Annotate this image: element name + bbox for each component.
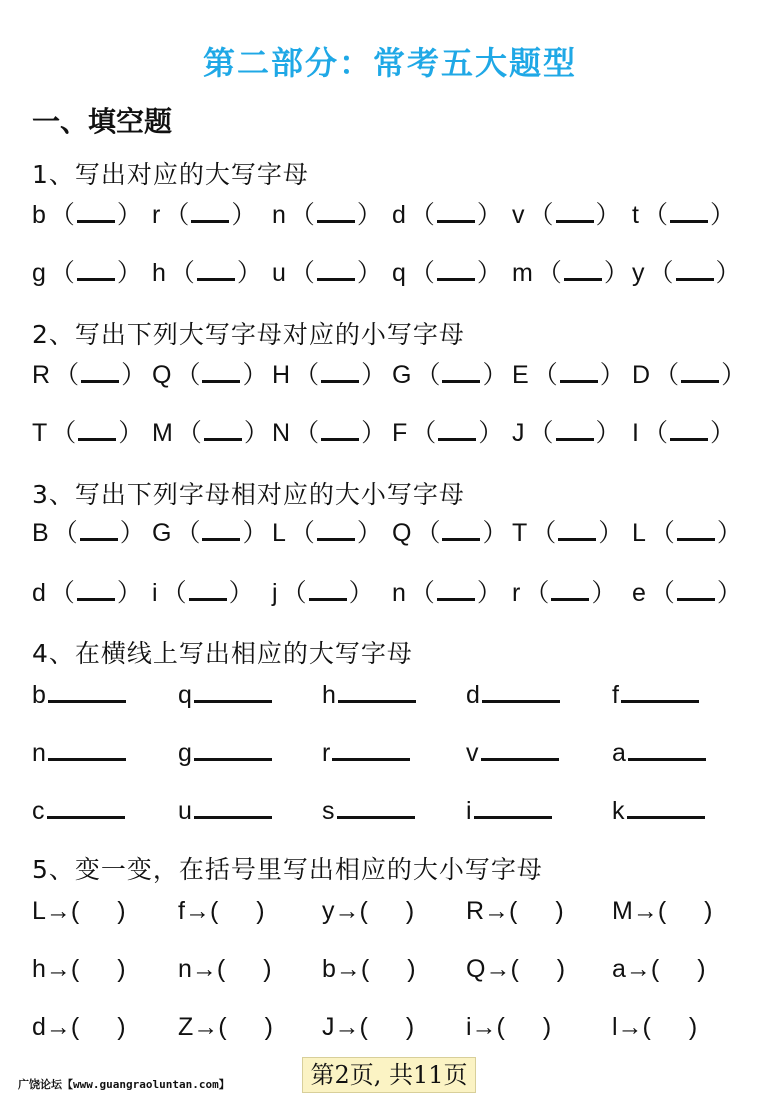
section-heading: 一、填空题 <box>32 105 173 138</box>
q4-item <box>178 738 272 768</box>
q5-item <box>612 954 706 984</box>
answer-blank[interactable] <box>317 200 355 223</box>
close-paren: ） <box>709 419 735 447</box>
close-paren: ） <box>242 519 268 547</box>
letter: n <box>392 579 406 607</box>
question-1-prompt: 1、写出对应的大写字母 <box>32 160 309 189</box>
letter: D <box>632 361 651 389</box>
open-paren: （ <box>49 201 75 229</box>
close-paren: ） <box>116 201 142 229</box>
letter: B <box>32 519 49 547</box>
page-title: 第二部分：常考五大题型 <box>202 44 577 82</box>
site-footer: 广饶论坛【www.guangraoluntan.com】 <box>18 1078 230 1091</box>
q5-item <box>322 896 414 926</box>
close-paren: ） <box>598 519 624 547</box>
arrow-prompt: h→( <box>32 955 80 983</box>
letter: M <box>152 419 173 447</box>
close-paren: ） <box>591 579 617 607</box>
open-paren: （ <box>294 361 320 389</box>
q2-item <box>632 360 746 390</box>
q4-item <box>466 796 552 826</box>
q1-item <box>392 200 502 230</box>
close-paren: ） <box>482 519 508 547</box>
close-paren: ) <box>405 897 415 925</box>
q3-item <box>632 578 742 608</box>
open-paren: （ <box>411 419 437 447</box>
answer-line[interactable] <box>628 738 706 761</box>
open-paren: （ <box>176 419 202 447</box>
question-5-prompt: 5、变一变，在括号里写出相应的大小写字母 <box>32 855 543 884</box>
answer-line[interactable] <box>482 680 560 703</box>
open-paren: （ <box>524 579 550 607</box>
q5-item <box>466 1012 551 1042</box>
q3-item <box>32 578 142 608</box>
letter: s <box>322 797 335 825</box>
q1-item <box>632 200 735 230</box>
letter: g <box>178 739 192 767</box>
close-paren: ） <box>356 259 382 287</box>
close-paren: ） <box>116 579 142 607</box>
letter: i <box>152 579 158 607</box>
answer-blank[interactable] <box>317 258 355 281</box>
close-paren: ) <box>117 1013 126 1041</box>
close-paren: ） <box>715 259 741 287</box>
close-paren: ) <box>555 897 564 925</box>
open-paren: （ <box>528 201 554 229</box>
q3-item <box>272 578 374 608</box>
open-paren: （ <box>642 419 668 447</box>
arrow-prompt: d→( <box>32 1013 80 1041</box>
q4-item <box>322 738 410 768</box>
q2-item <box>392 360 507 390</box>
arrow-prompt: M→( <box>612 897 667 925</box>
letter: h <box>152 259 166 287</box>
q5-item <box>466 896 564 926</box>
q3-item <box>632 518 742 548</box>
q1-item <box>272 200 382 230</box>
q2-item <box>152 360 267 390</box>
q4-item <box>466 680 560 710</box>
close-paren: ) <box>256 897 265 925</box>
q2-item <box>512 360 625 390</box>
letter: b <box>32 201 46 229</box>
q2-item <box>272 360 386 390</box>
q2-item <box>272 418 386 448</box>
answer-blank[interactable] <box>317 518 355 541</box>
q4-item <box>32 738 126 768</box>
close-paren: ） <box>595 201 621 229</box>
open-paren: （ <box>409 579 435 607</box>
close-paren: ） <box>243 419 269 447</box>
close-paren: ) <box>263 955 272 983</box>
close-paren: ） <box>599 361 625 389</box>
close-paren: ） <box>348 579 374 607</box>
q1-item <box>632 258 741 288</box>
q5-item <box>466 954 565 984</box>
letter: H <box>272 361 291 389</box>
close-paren: ） <box>476 259 502 287</box>
open-paren: （ <box>281 579 307 607</box>
open-paren: （ <box>161 579 187 607</box>
letter: q <box>178 681 192 709</box>
answer-blank[interactable] <box>189 578 227 601</box>
answer-blank[interactable] <box>681 360 719 383</box>
close-paren: ) <box>407 955 416 983</box>
close-paren: ） <box>118 419 144 447</box>
answer-line[interactable] <box>621 680 699 703</box>
answer-line[interactable] <box>627 796 705 819</box>
letter: b <box>32 681 46 709</box>
q1-item <box>512 258 629 288</box>
close-paren: ） <box>116 259 142 287</box>
q4-item <box>466 738 559 768</box>
close-paren: ） <box>361 419 387 447</box>
open-paren: （ <box>49 579 75 607</box>
answer-blank[interactable] <box>197 258 235 281</box>
letter: r <box>512 579 521 607</box>
q4-item <box>612 680 699 710</box>
answer-blank[interactable] <box>77 258 115 281</box>
close-paren: ） <box>478 419 504 447</box>
open-paren: （ <box>175 361 201 389</box>
open-paren: （ <box>649 579 675 607</box>
close-paren: ） <box>482 361 508 389</box>
answer-blank[interactable] <box>80 518 118 541</box>
close-paren: ） <box>356 519 382 547</box>
letter: u <box>178 797 192 825</box>
q1-item <box>512 200 621 230</box>
letter: k <box>612 797 625 825</box>
close-paren: ） <box>228 579 254 607</box>
q5-item <box>612 1012 697 1042</box>
close-paren: ) <box>117 955 126 983</box>
q3-item <box>152 518 267 548</box>
letter: c <box>32 797 45 825</box>
open-paren: （ <box>649 519 675 547</box>
answer-blank[interactable] <box>321 360 359 383</box>
open-paren: （ <box>409 201 435 229</box>
close-paren: ） <box>121 361 147 389</box>
answer-line[interactable] <box>337 796 415 819</box>
letter: G <box>392 361 412 389</box>
open-paren: （ <box>654 361 680 389</box>
q3-item <box>392 578 502 608</box>
letter: h <box>322 681 336 709</box>
close-paren: ） <box>721 361 747 389</box>
open-paren: （ <box>175 519 201 547</box>
letter: u <box>272 259 286 287</box>
arrow-prompt: a→( <box>612 955 660 983</box>
answer-line[interactable] <box>48 738 126 761</box>
answer-blank[interactable] <box>204 418 242 441</box>
open-paren: （ <box>532 361 558 389</box>
close-paren: ） <box>709 201 735 229</box>
letter: g <box>32 259 46 287</box>
q2-item <box>632 418 735 448</box>
answer-blank[interactable] <box>564 258 602 281</box>
q1-item <box>152 200 256 230</box>
answer-line[interactable] <box>481 738 559 761</box>
letter: a <box>612 739 626 767</box>
open-paren: （ <box>49 259 75 287</box>
q5-item <box>32 896 126 926</box>
q3-item <box>152 578 254 608</box>
q1-item <box>32 200 142 230</box>
letter: m <box>512 259 533 287</box>
open-paren: （ <box>531 519 557 547</box>
open-paren: （ <box>415 361 441 389</box>
letter: n <box>272 201 286 229</box>
letter: r <box>152 201 161 229</box>
answer-blank[interactable] <box>309 578 347 601</box>
q2-item <box>152 418 269 448</box>
q4-item <box>612 738 706 768</box>
q3-item <box>272 518 382 548</box>
close-paren: ） <box>361 361 387 389</box>
close-paren: ) <box>688 1013 698 1041</box>
q3-item <box>392 518 507 548</box>
open-paren: （ <box>642 201 668 229</box>
q5-item <box>178 1012 273 1042</box>
answer-blank[interactable] <box>677 578 715 601</box>
letter: e <box>632 579 646 607</box>
letter: d <box>466 681 480 709</box>
letter: T <box>512 519 528 547</box>
answer-blank[interactable] <box>202 518 240 541</box>
close-paren: ） <box>356 201 382 229</box>
close-paren: ) <box>542 1013 552 1041</box>
answer-blank[interactable] <box>437 578 475 601</box>
close-paren: ） <box>716 579 742 607</box>
answer-blank[interactable] <box>677 518 715 541</box>
open-paren: （ <box>648 259 674 287</box>
close-paren: ） <box>231 201 257 229</box>
answer-line[interactable] <box>47 796 125 819</box>
close-paren: ) <box>405 1013 415 1041</box>
answer-line[interactable] <box>194 680 272 703</box>
answer-blank[interactable] <box>438 418 476 441</box>
answer-blank[interactable] <box>81 360 119 383</box>
close-paren: ) <box>697 955 706 983</box>
q4-item <box>178 680 272 710</box>
letter: q <box>392 259 406 287</box>
close-paren: ） <box>119 519 145 547</box>
letter: n <box>32 739 46 767</box>
q3-item <box>32 518 145 548</box>
letter: I <box>632 419 639 447</box>
close-paren: ) <box>704 897 713 925</box>
question-3-prompt: 3、写出下列字母相对应的大小写字母 <box>32 480 465 509</box>
close-paren: ） <box>476 201 502 229</box>
open-paren: （ <box>294 419 320 447</box>
answer-blank[interactable] <box>442 518 480 541</box>
letter: d <box>32 579 46 607</box>
answer-line[interactable] <box>48 680 126 703</box>
open-paren: （ <box>289 519 315 547</box>
letter: G <box>152 519 172 547</box>
q4-item <box>612 796 705 826</box>
answer-line[interactable] <box>332 738 410 761</box>
close-paren: ） <box>242 361 268 389</box>
close-paren: ） <box>236 259 262 287</box>
answer-blank[interactable] <box>442 360 480 383</box>
letter: j <box>272 579 278 607</box>
answer-blank[interactable] <box>78 418 116 441</box>
letter: F <box>392 419 408 447</box>
answer-blank[interactable] <box>437 200 475 223</box>
q2-item <box>392 418 503 448</box>
q3-item <box>512 578 616 608</box>
page-number-badge: 第2页, 共11页 <box>302 1057 476 1093</box>
letter: T <box>32 419 48 447</box>
answer-blank[interactable] <box>77 200 115 223</box>
q4-item <box>32 796 125 826</box>
letter: E <box>512 361 529 389</box>
letter: L <box>632 519 646 547</box>
open-paren: （ <box>289 259 315 287</box>
arrow-prompt: i→( <box>466 1013 505 1041</box>
open-paren: （ <box>536 259 562 287</box>
q5-item <box>32 1012 126 1042</box>
letter: Q <box>152 361 172 389</box>
answer-line[interactable] <box>338 680 416 703</box>
answer-line[interactable] <box>194 796 272 819</box>
arrow-prompt: Q→( <box>466 955 519 983</box>
q3-item <box>512 518 623 548</box>
arrow-prompt: b→( <box>322 955 370 983</box>
answer-line[interactable] <box>474 796 552 819</box>
letter: R <box>32 361 51 389</box>
open-paren: （ <box>409 259 435 287</box>
letter: v <box>512 201 525 229</box>
close-paren: ） <box>603 259 629 287</box>
letter: L <box>272 519 286 547</box>
open-paren: （ <box>415 519 441 547</box>
arrow-prompt: R→( <box>466 897 518 925</box>
q2-item <box>32 418 143 448</box>
q5-item <box>178 896 265 926</box>
letter: N <box>272 419 291 447</box>
q4-item <box>178 796 272 826</box>
answer-blank[interactable] <box>321 418 359 441</box>
answer-blank[interactable] <box>556 200 594 223</box>
open-paren: （ <box>289 201 315 229</box>
q1-item <box>32 258 142 288</box>
close-paren: ） <box>716 519 742 547</box>
q5-item <box>612 896 712 926</box>
q1-item <box>392 258 502 288</box>
open-paren: （ <box>51 419 77 447</box>
open-paren: （ <box>528 419 554 447</box>
arrow-prompt: l→( <box>612 1013 651 1041</box>
close-paren: ） <box>595 419 621 447</box>
answer-blank[interactable] <box>551 578 589 601</box>
q5-item <box>178 954 272 984</box>
answer-blank[interactable] <box>670 418 708 441</box>
letter: J <box>512 419 525 447</box>
answer-blank[interactable] <box>560 360 598 383</box>
arrow-prompt: n→( <box>178 955 226 983</box>
answer-blank[interactable] <box>202 360 240 383</box>
q2-item <box>32 360 146 390</box>
open-paren: （ <box>54 361 80 389</box>
answer-line[interactable] <box>194 738 272 761</box>
letter: f <box>612 681 619 709</box>
answer-blank[interactable] <box>556 418 594 441</box>
q1-item <box>272 258 382 288</box>
letter: v <box>466 739 479 767</box>
close-paren: ) <box>264 1013 273 1041</box>
close-paren: ) <box>556 955 566 983</box>
open-paren: （ <box>164 201 190 229</box>
letter: r <box>322 739 331 767</box>
answer-blank[interactable] <box>437 258 475 281</box>
question-2-prompt: 2、写出下列大写字母对应的小写字母 <box>32 320 465 349</box>
open-paren: （ <box>169 259 195 287</box>
arrow-prompt: L→( <box>32 897 80 925</box>
answer-blank[interactable] <box>676 258 714 281</box>
q4-item <box>32 680 126 710</box>
q4-item <box>322 680 416 710</box>
letter: t <box>632 201 639 229</box>
q5-item <box>322 954 416 984</box>
q1-item <box>152 258 262 288</box>
arrow-prompt: Z→( <box>178 1013 227 1041</box>
close-paren: ) <box>117 897 126 925</box>
arrow-prompt: f→( <box>178 897 219 925</box>
q2-item <box>512 418 621 448</box>
open-paren: （ <box>52 519 78 547</box>
letter: i <box>466 797 472 825</box>
answer-blank[interactable] <box>558 518 596 541</box>
letter: Q <box>392 519 412 547</box>
answer-blank[interactable] <box>670 200 708 223</box>
answer-blank[interactable] <box>77 578 115 601</box>
answer-blank[interactable] <box>191 200 229 223</box>
arrow-prompt: y→( <box>322 897 368 925</box>
q5-item <box>322 1012 414 1042</box>
q5-item <box>32 954 126 984</box>
question-4-prompt: 4、在横线上写出相应的大写字母 <box>32 639 413 668</box>
q4-item <box>322 796 415 826</box>
arrow-prompt: J→( <box>322 1013 368 1041</box>
close-paren: ） <box>476 579 502 607</box>
letter: y <box>632 259 645 287</box>
letter: d <box>392 201 406 229</box>
